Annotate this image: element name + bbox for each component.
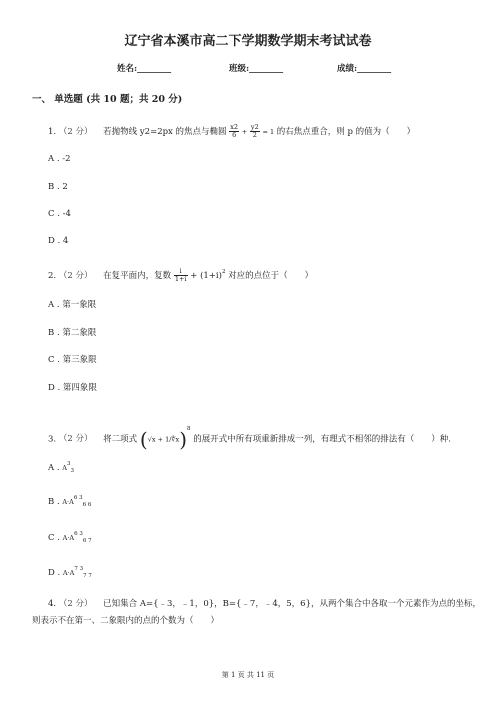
question-text-after: 的展开式中所有项重新排成一列，有理式不相邻的排法有（ ）种. [193,434,451,445]
class-label: 班级: [229,64,250,74]
name-field [117,62,171,74]
score-field [337,62,391,74]
question-text-after: 的右焦点重合，则 p 的值为（ ） [276,127,416,137]
name-blank: ________ [137,64,172,74]
question-points: （2 分） [58,271,93,281]
question-text: 在复平面内，复数 [103,271,172,281]
page-title: 辽宁省本溪市高二下学期数学期末考试试卷 [124,34,372,49]
question-number: 4. [48,599,57,609]
question-4-line-2: 则表示不在第一、二象限内的点的个数为（ ） [32,616,220,626]
option-c: C . $A\cdot A^{6 3}_{6 7}$ [48,531,92,544]
question-number: 3. [48,434,57,445]
option-b: B . 2 [48,182,68,192]
question-text: 已知集合 A={﹣3，﹣1，0}，B={﹣7，﹣4，5，6}，从两个集合中各取一个元素作为点的坐标， [103,599,481,609]
question-points: （2 分） [58,599,93,609]
fraction-i: $\frac{i}{1+i}$ [174,267,187,283]
option-b: B . $A\cdot A^{6 3}_{6 6}$ [48,495,92,508]
option-a: A . -2 [48,154,71,164]
question-number: 2. [48,271,57,281]
option-a: A . 第一象限 [48,300,97,310]
option-a: A . $A^3_3$ [48,461,74,474]
question-points: （2 分） [58,434,93,445]
question-number: 1. [48,127,57,137]
question-text: 将二项式 [103,434,138,445]
fraction-x: $\frac{x2}{6}$ [230,123,239,139]
question-4 [48,597,481,609]
option-d: D . 第四象限 [48,383,97,393]
binomial-formula: (√x + 1/∜x)$^8$ [139,426,191,452]
score-label: 成绩: [337,64,358,74]
question-3 [48,426,451,452]
class-blank: ________ [249,64,284,74]
question-text: 若抛物线 y2=2px 的焦点与椭圆 [103,127,227,137]
score-blank: ________ [357,64,392,74]
option-c: C . 第三象限 [48,355,97,365]
option-d: D . $A\cdot A^{7 3}_{7 7}$ [48,566,92,579]
class-field [229,62,283,74]
name-label: 姓名: [117,64,138,74]
question-text-after: 对应的点位于（ ） [228,271,314,281]
option-b: B . 第二象限 [48,328,97,338]
question-points: （2 分） [58,127,93,137]
question-1 [48,124,415,139]
question-2 [48,268,313,283]
fraction-y: $\frac{y2}{2}$ [250,123,259,139]
page-footer: 第 1 页 共 11 页 [221,671,275,679]
ellipse-formula: $\frac{x2}{6}$ + $\frac{y2}{2}$ = 1 [230,123,275,139]
complex-formula: $\frac{i}{1+i}$ + $(1+i)^2$ [174,267,226,283]
option-d: D . 4 [48,236,69,246]
option-c: C . -4 [48,209,71,219]
section-heading: 一、 单选题 (共 10 题；共 20 分) [32,94,183,105]
